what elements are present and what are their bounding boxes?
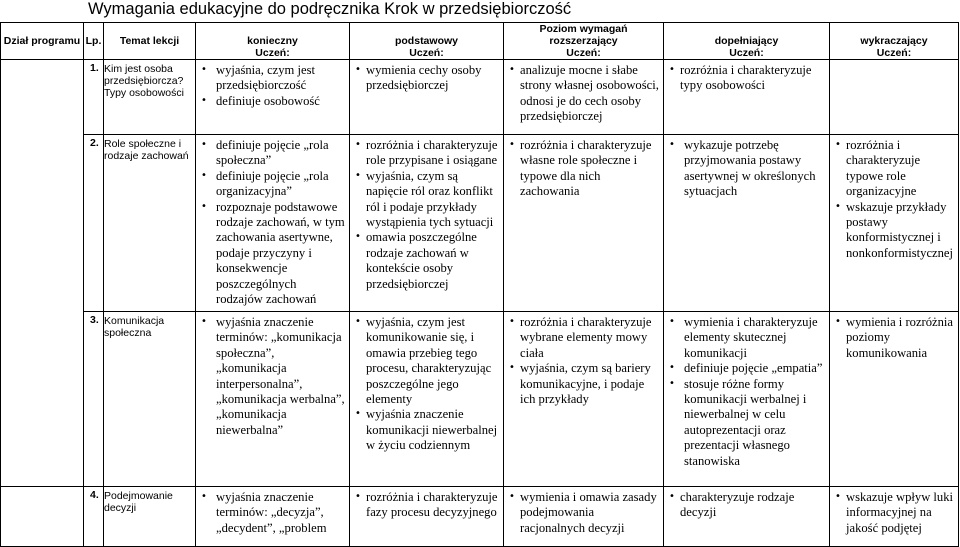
cell-konieczny	[196, 135, 350, 312]
requirement-item: • definiuje pojęcie „empatia”	[670, 361, 825, 376]
table-row	[1, 60, 959, 135]
requirement-item: • wyjaśnia, czym jest komunikowanie się, i omawia przebieg tego procesu, charakteryzując poszczególne jego elementy	[356, 315, 499, 407]
level-label: konieczny	[247, 35, 298, 47]
requirement-item: • rozpoznaje podstawowe rodzaje zachowań, w tym zachowania asertywne, podaje przyczyny i konsekwencje poszczególnych rodzajów zachowań	[202, 200, 345, 308]
requirement-item: • rozróżnia i charakteryzuje typowe role organizacyjne	[836, 138, 954, 200]
cell-wykraczajacy	[830, 60, 959, 135]
level-label: wykraczający	[860, 35, 928, 47]
cell-rozszerzajacy	[504, 487, 664, 547]
header-rozszerzajacy	[504, 23, 664, 60]
requirement-item: • rozróżnia i charakteryzuje role przypisane i osiągane	[356, 138, 499, 169]
cell-podstawowy	[350, 135, 504, 312]
header-temat: Temat lekcji	[104, 23, 196, 60]
cell-wykraczajacy	[830, 487, 959, 547]
cell-wykraczajacy	[830, 135, 959, 312]
header-lp: Lp.	[84, 23, 104, 60]
table-row	[1, 135, 959, 312]
requirement-item: • wskazuje wpływ luki informacyjnej na jakość podjętej	[836, 490, 954, 536]
cell-podstawowy	[350, 312, 504, 487]
header-row	[1, 23, 959, 60]
cell-dopelniajacy	[664, 135, 830, 312]
section-cell	[1, 60, 84, 487]
header-podstawowy	[350, 23, 504, 60]
uczen-label: Uczeń:	[876, 47, 912, 59]
topic-cell: Komunikacja społeczna	[104, 312, 196, 487]
document-title: Wymagania edukacyjne do podręcznika Krok w przedsiębiorczość	[88, 0, 572, 18]
requirement-item: • definiuje pojęcie „rola organizacyjna”	[202, 169, 345, 200]
requirement-item: • wymienia i omawia zasady podejmowania racjonalnych decyzji	[510, 490, 659, 536]
topic-cell: Kim jest osoba przedsiębiorcza? Typy osobowości	[104, 60, 196, 135]
row-number: 1.	[84, 60, 104, 135]
level-label: rozszerzający	[549, 35, 618, 47]
requirement-item: • wyjaśnia, czym są napięcie ról oraz konflikt ról i podaje przykłady wystąpienia tych sytuacji	[356, 169, 499, 231]
level-label: dopełniający	[714, 35, 779, 47]
header-konieczny	[196, 23, 350, 60]
section-cell	[1, 487, 84, 547]
requirement-item: • wyjaśnia znaczenie terminów: „decyzja”, „decydent”, „problem	[202, 490, 345, 536]
cell-konieczny	[196, 487, 350, 547]
uczen-label: Uczeń:	[729, 47, 764, 59]
cell-dopelniajacy	[664, 487, 830, 547]
row-number: 4.	[84, 487, 104, 547]
header-wykraczajacy	[830, 23, 959, 60]
requirement-item: • wymienia i charakteryzuje elementy skutecznej komunikacji	[670, 315, 825, 361]
requirement-item: • stosuje różne formy komunikacji werbalnej i niewerbalnej w celu autoprezentacji oraz prezentacji własnego stanowiska	[670, 377, 825, 469]
requirements-table	[0, 22, 959, 547]
level-label: podstawowy	[394, 35, 458, 47]
requirement-item: • wskazuje przykłady postawy konformistycznej i nonkonformistycznej	[836, 200, 954, 262]
header-dzial: Dział programu	[1, 23, 84, 60]
requirement-item: • wyjaśnia, czym są bariery komunikacyjne, i podaje ich przykłady	[510, 361, 659, 407]
requirement-item: • rozróżnia i charakteryzuje fazy procesu decyzyjnego	[356, 490, 499, 521]
cell-podstawowy	[350, 487, 504, 547]
requirement-item: • omawia poszczególne rodzaje zachowań w kontekście osoby przedsiębiorczej	[356, 230, 499, 292]
topic-cell: Podejmowanie decyzji	[104, 487, 196, 547]
cell-dopelniajacy	[664, 312, 830, 487]
requirement-item: • rozróżnia i charakteryzuje typy osobowości	[670, 63, 825, 94]
uczen-label: Uczeń:	[255, 47, 290, 59]
requirement-item: • wyjaśnia znaczenie komunikacji niewerbalnej w życiu codziennym	[356, 407, 499, 453]
uczen-label: Uczeń:	[409, 47, 444, 59]
requirement-item: • definiuje osobowość	[202, 94, 345, 109]
requirement-item: • definiuje pojęcie „rola społeczna”	[202, 138, 345, 169]
cell-konieczny	[196, 312, 350, 487]
cell-rozszerzajacy	[504, 312, 664, 487]
requirement-item: • wykazuje potrzebę przyjmowania postawy asertywnej w określonych sytuacjach	[670, 138, 825, 200]
row-number: 3.	[84, 312, 104, 487]
requirement-item: • wymienia cechy osoby przedsiębiorczej	[356, 63, 499, 94]
header-dopelniajacy	[664, 23, 830, 60]
cell-podstawowy	[350, 60, 504, 135]
poziom-wymagan-label: Poziom wymagań	[539, 23, 628, 35]
uczen-label: Uczeń:	[566, 47, 601, 59]
table-row	[1, 487, 959, 547]
table-row	[1, 312, 959, 487]
cell-dopelniajacy	[664, 60, 830, 135]
requirement-item: • wyjaśnia znaczenie terminów: „komunikacja społeczna”, „komunikacja interpersonalna”, „komunikacja werbalna”, „komunikacja niewerbalna”	[202, 315, 345, 438]
requirement-item: • rozróżnia i charakteryzuje własne role społeczne i typowe dla nich zachowania	[510, 138, 659, 200]
requirement-item: • wyjaśnia, czym jest przedsiębiorczość	[202, 63, 345, 94]
requirement-item: • rozróżnia i charakteryzuje wybrane elementy mowy ciała	[510, 315, 659, 361]
cell-wykraczajacy	[830, 312, 959, 487]
row-number: 2.	[84, 135, 104, 312]
cell-konieczny	[196, 60, 350, 135]
requirement-item: • analizuje mocne i słabe strony własnej osobowości, odnosi je do cech osoby przedsiębiorczej	[510, 63, 659, 125]
cell-rozszerzajacy	[504, 135, 664, 312]
topic-cell: Role społeczne i rodzaje zachowań	[104, 135, 196, 312]
requirement-item: • wymienia i rozróżnia poziomy komunikowania	[836, 315, 954, 361]
requirement-item: • charakteryzuje rodzaje decyzji	[670, 490, 825, 521]
cell-rozszerzajacy	[504, 60, 664, 135]
